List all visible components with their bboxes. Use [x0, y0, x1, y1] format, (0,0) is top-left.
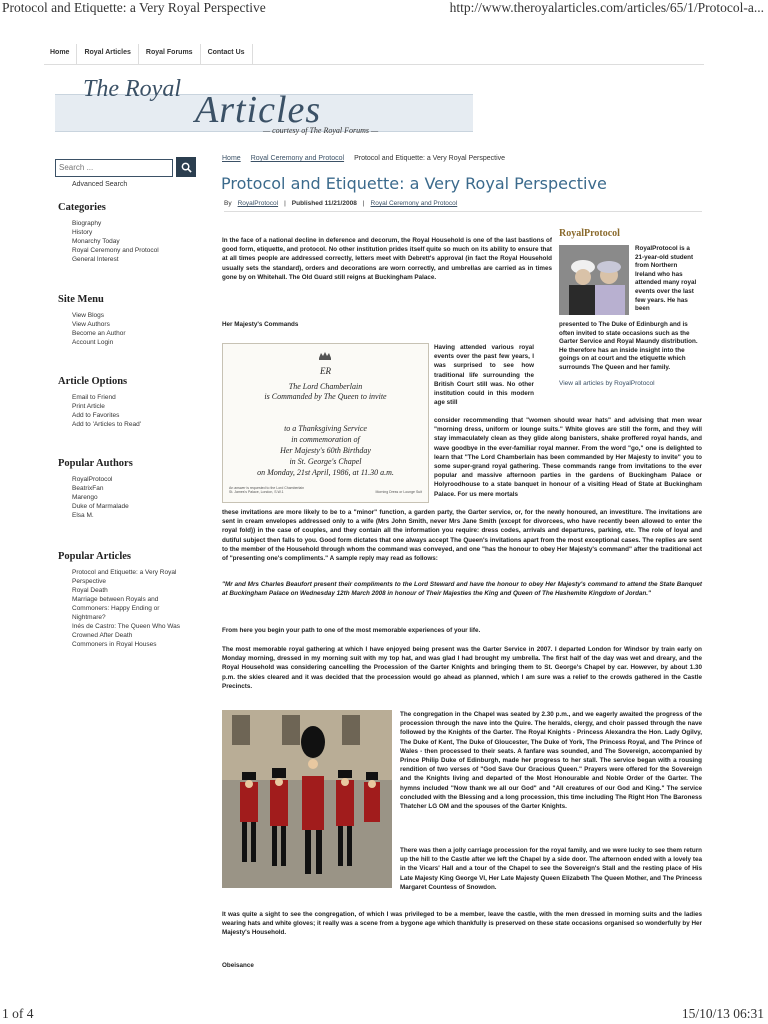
nav-royal-articles-link[interactable]: Royal Articles	[77, 44, 138, 64]
published-date: Published 11/21/2008	[291, 200, 357, 207]
site-menu-section	[58, 294, 125, 347]
invitation-reply-note: An answer is requested to the Lord Chamberlain St. James's Palace, London, S.W.1	[229, 486, 305, 494]
article-paragraph-6: There was then a jolly carriage procession for the royal family, and we were lucky to see them return up the hill to the Castle after we left the Chapel by a side door. The afternoon ended with a lovely tea in the Vicars' Hall and a tour of the Chapel to see the Sovereign's Stall and the resting place of His Late Majesty King George VI, Her Late Majesty Queen Elizabeth The Queen Mother, and The Princess Margaret Countess of Snowdon.	[400, 847, 702, 891]
invitation-card-image	[222, 343, 429, 503]
category-link[interactable]: General Interest	[72, 256, 119, 263]
subheading-commands: Her Majesty's Commands	[222, 321, 299, 328]
invitation-line2: is Commanded by The Queen to invite	[264, 392, 387, 401]
category-link[interactable]: History	[72, 229, 93, 236]
category-link[interactable]: Biography	[72, 220, 102, 227]
author-bio-side: RoyalProtocol is a 21-year-old student from Northern Ireland who has attended many royal events over the last few years. He has been	[635, 245, 697, 313]
site-logo[interactable]	[55, 72, 475, 148]
garter-procession-photo	[222, 710, 392, 888]
breadcrumb	[222, 155, 505, 162]
popular-author-link[interactable]: BeatrixFan	[72, 485, 104, 492]
article-meta	[224, 200, 702, 212]
print-page-url: http://www.theroyalarticles.com/articles/65/1/Protocol-a...	[449, 0, 764, 15]
popular-author-link[interactable]: Elsa M.	[72, 512, 94, 519]
author-photo	[559, 245, 629, 315]
breadcrumb-home[interactable]: Home	[222, 155, 241, 162]
popular-article-link[interactable]: Royal Death	[72, 587, 108, 594]
article-paragraph-7: It was quite a sight to see the congregation, of which I was privileged to be a member, leave the castle, with the men dressed in morning suits and the ladies wearing hats and white gloves; it really was a scene from a bygone age which thankfully is preserved on these state occasions organised so wonderfully by Her Majesty's Household.	[222, 911, 702, 937]
meta-separator: |	[362, 200, 365, 207]
add-to-favorites-link[interactable]: Add to Favorites	[72, 412, 120, 419]
article-paragraph-2-full: consider recommending that "women should wear hats" and advising that men wear "morning dress, uniform or lounge suits." White gloves are still the form, and they will stay immaculately clean as they glide along banisters, shake proffered royal hands, and wave goodbye in the ever-familiar royal manner. From the word "go," one is delighted to learn that "The Lord Chamberlain has been commanded by Her Majesty to invite" you to some super-grand royal gathering. These commands range from invitations to the ever popular and massive afternoon parties in the gardens of Buckingham Palace or Holyroodhouse to a state banquet in honour of a visiting Head of State at Buckingham Palace. For us mere mortals	[434, 417, 702, 498]
article-paragraph-2-wide: these invitations are more likely to be to a "minor" function, a garden party, the Garter service, or, for the newly honoured, an investiture. The invitations are sent in cream envelopes addressed only to a wife (Mrs John Smith, never Mrs Jane Smith (except for divorcees, who have recently been allowed to enter the royal fold)) in the case of couples, and they contain all the information you require: dress codes, arrivals and departures, parking, etc. The role of loyal and dutiful subject then falls to you. Good form dictates that one always accept The Queen's invitations apart from the most exceptional cases. The replies are sent to the member of the Household through whom the command was conveyed, and one "has the honour to obey Her Majesty's command" after the traditional act of "presenting one's compliments." A sample reply may read as follows:	[222, 509, 702, 563]
popular-articles-list	[62, 568, 194, 649]
print-timestamp: 15/10/13 06:31	[681, 1006, 764, 1021]
article-title: Protocol and Etiquette: a Very Royal Perspective	[221, 174, 607, 193]
site-menu-link[interactable]: View Authors	[72, 321, 110, 328]
site-menu-link[interactable]: Account Login	[72, 339, 114, 346]
author-bio-full: presented to The Duke of Edinburgh and is often invited to state occasions such as the Garter Service and Royal Maundy distribution. He therefore has an inside insight into the goings on at court and the etiquette which surrounds The Queen and her family.	[559, 321, 698, 371]
nav-royal-forums-link[interactable]: Royal Forums	[139, 44, 201, 64]
author-link[interactable]: RoyalProtocol	[237, 200, 279, 207]
nav-contact-us-link[interactable]: Contact Us	[201, 44, 253, 64]
article-paragraph-2-right: Having attended various royal events over the past few years, I was surprised to see how traditional life surrounding the British Court still was. No other institution could in this modern age still	[434, 344, 534, 407]
invitation-line3: to a Thanksgiving Service	[284, 424, 367, 433]
print-page-number: 1 of 4	[2, 1006, 34, 1021]
breadcrumb-current: Protocol and Etiquette: a Very Royal Perspective	[354, 155, 506, 162]
sample-reply-quote: "Mr and Mrs Charles Beaufort present their compliments to the Lord Steward and have the honour to obey Her Majesty's command to attend the State Banquet at Buckingham Palace on Wednesday 12th March 2008 in honour of Their Majesties the King and Queen of The Hashemite Kingdom of Jordan."	[222, 581, 702, 598]
article-paragraph-4: The most memorable royal gathering at which I have enjoyed being present was the Garter Service in 2007. I departed London for Windsor by train early on Monday morning, dressed in my morning suit with my top hat, and was glad I had brought my umbrella. The first half of the day was wet and dreary, and the Royal Household was considering cancelling the Procession of the Garter Knights and bringing them to St. George's Chapel by car. However, by about 1.30 p.m. the skies cleared and it was decided that the procession would go ahead as planned, which I am sure was a relief to the crowds gathered in the Castle Precincts.	[222, 646, 702, 690]
site-menu-list	[72, 311, 125, 347]
invitation-line1: The Lord Chamberlain	[288, 382, 363, 391]
invitation-line7: on Monday, 21st April, 1986, at 11.30 a.m.	[257, 468, 394, 477]
popular-articles-section	[58, 551, 198, 649]
category-link[interactable]: Royal Ceremony and Protocol	[370, 200, 458, 207]
popular-article-link[interactable]: Commoners in Royal Houses	[72, 641, 157, 648]
article-paragraph-5: The congregation in the Chapel was seated by 2.30 p.m., and we eagerly awaited the progress of the procession through the nave into the Quire. The heralds, clergy, and choir passed through the nave followed by the Knights of the Garter. The Royal Knights - Princess Alexandra the Hon. Lady Ogilvy, The Duke of Kent, The Duke of Gloucester, The Duke of York, The Princess Royal, and The Prince of Wales - then processed to their seats. A fanfare was sounded, and The Sovereign, accompanied by Prince Philip Duke of Edinburgh, made her progress to her stall. The service began with a rousing rendition of two verses of "God Save Our Gracious Queen." Prayers were offered for the Sovereign and the Knights living and departed of the Most Honourable and Noble Order of the Garter. The hymns included "Now thank we all our God" and "All creatures of our God and King." The service concluded with the Blessing and a long procession, this time including The Right Hon The Baroness Thatcher LG OM and the spouses of the Garter Knights.	[400, 711, 702, 811]
popular-authors-list	[72, 475, 133, 520]
search-icon	[181, 162, 192, 173]
category-link[interactable]: Royal Ceremony and Protocol	[72, 247, 159, 254]
print-page-title: Protocol and Etiquette: a Very Royal Perspective	[2, 0, 266, 15]
site-menu-link[interactable]: View Blogs	[72, 312, 105, 319]
article-options-section	[58, 376, 141, 429]
advanced-search-link[interactable]: Advanced Search	[72, 181, 128, 188]
popular-author-link[interactable]: RoyalProtocol	[72, 476, 113, 483]
article-paragraph-3: From here you begin your path to one of the most memorable experiences of your life.	[222, 627, 481, 634]
invitation-line4: in commemoration of	[291, 435, 360, 444]
popular-author-link[interactable]: Duke of Marmalade	[72, 503, 129, 510]
popular-article-link[interactable]: Inés de Castro: The Queen Who Was Crowned After Death	[72, 623, 181, 639]
popular-author-link[interactable]: Marengo	[72, 494, 98, 501]
popular-authors-section	[58, 458, 133, 520]
categories-section	[58, 202, 159, 264]
categories-list	[72, 219, 159, 264]
article-paragraph-1: In the face of a national decline in deference and decorum, the Royal Household is one of the last bastions of good form, etiquette, and protocol. No other institution prides itself quite so much on its ability to ensure that at all times people are addressed correctly, letters meet with Debrett's approval (in fact the Royal Household usually sets the standard), orders and decorations are worn correctly, and umbrellas are carried as in times gone by on Whitehall. The Old Guard still reigns at Buckingham Palace.	[222, 237, 552, 281]
top-navigation	[44, 44, 704, 65]
search-button[interactable]	[176, 157, 196, 177]
article-options-list	[72, 393, 141, 429]
search-box	[55, 157, 173, 177]
article-options-heading: Article Options	[58, 376, 128, 387]
logo-the-royal: The Royal	[83, 76, 181, 102]
author-box	[559, 228, 699, 387]
view-all-articles-link[interactable]: View all articles by RoyalProtocol	[559, 380, 655, 387]
author-box-name[interactable]: RoyalProtocol	[559, 228, 620, 239]
breadcrumb-category[interactable]: Royal Ceremony and Protocol	[250, 155, 345, 162]
print-article-link[interactable]: Print Article	[72, 403, 105, 410]
by-label: By	[224, 200, 232, 207]
popular-article-link[interactable]: Protocol and Etiquette: a Very Royal Perspective	[72, 569, 177, 585]
popular-authors-heading: Popular Authors	[58, 458, 133, 469]
invitation-line5: Her Majesty's 60th Birthday	[280, 446, 371, 455]
procession-illustration	[222, 710, 392, 888]
categories-heading: Categories	[58, 202, 106, 213]
logo-courtesy: — courtesy of The Royal Forums —	[263, 126, 379, 135]
site-menu-link[interactable]: Become an Author	[72, 330, 126, 337]
subheading-obeisance: Obeisance	[222, 962, 254, 969]
author-photo-illustration	[559, 245, 629, 315]
invitation-cipher: ER	[320, 366, 331, 376]
invitation-line6: in St. George's Chapel	[289, 457, 362, 466]
popular-articles-heading: Popular Articles	[58, 551, 132, 562]
add-to-read-link[interactable]: Add to 'Articles to Read'	[72, 421, 141, 428]
invitation-dress-code: Morning Dress or Lounge Suit	[375, 490, 422, 494]
site-menu-heading: Site Menu	[58, 294, 104, 305]
category-link[interactable]: Monarchy Today	[72, 238, 120, 245]
popular-article-link[interactable]: Marriage between Royals and Commoners: Happy Ending or Nightmare?	[72, 596, 160, 621]
email-to-friend-link[interactable]: Email to Friend	[72, 394, 116, 401]
meta-separator: |	[284, 200, 286, 207]
search-input[interactable]	[55, 159, 173, 177]
nav-home-link[interactable]: Home	[44, 44, 77, 64]
logo-articles: Articles	[195, 89, 322, 131]
